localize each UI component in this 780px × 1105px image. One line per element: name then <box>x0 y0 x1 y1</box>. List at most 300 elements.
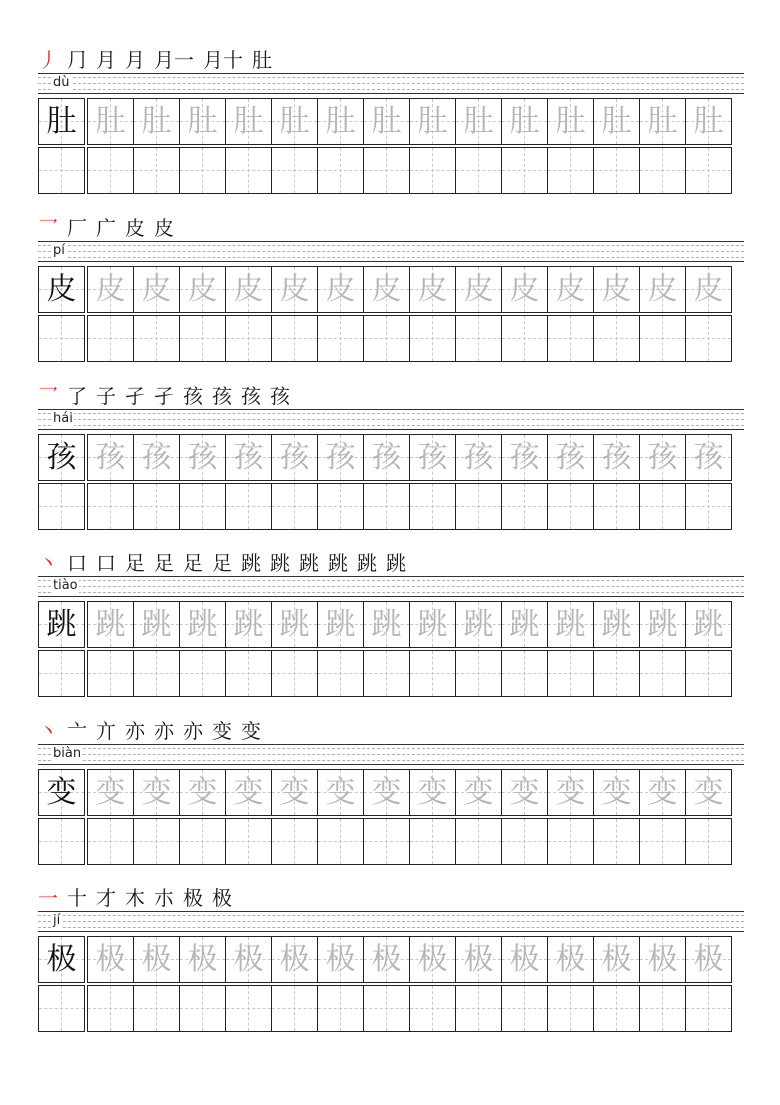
trace-character: 肚 <box>509 104 540 139</box>
blank-practice-grid <box>38 650 732 697</box>
tracing-cell[interactable] <box>179 98 226 145</box>
blank-cell[interactable] <box>271 315 318 362</box>
blank-cell[interactable] <box>639 483 686 530</box>
stroke-step: 亦 <box>125 719 145 743</box>
tracing-cell[interactable] <box>409 769 456 816</box>
trace-character: 极 <box>463 942 494 977</box>
blank-cell[interactable] <box>317 985 364 1032</box>
blank-cell[interactable] <box>317 650 364 697</box>
blank-practice-grid <box>38 818 732 865</box>
trace-character: 孩 <box>279 440 310 475</box>
tracing-cell[interactable] <box>271 936 318 983</box>
stroke-step: 肚 <box>252 48 272 72</box>
blank-cell[interactable] <box>501 483 548 530</box>
tracing-cell[interactable] <box>501 98 548 145</box>
trace-character: 肚 <box>325 104 356 139</box>
tracing-cell[interactable] <box>547 601 594 648</box>
tracing-cell[interactable] <box>87 601 134 648</box>
model-character: 肚 <box>46 104 77 139</box>
stroke-step: 孩 <box>183 384 203 408</box>
blank-cell[interactable] <box>133 483 180 530</box>
trace-character: 肚 <box>141 104 172 139</box>
blank-cell[interactable] <box>87 650 134 697</box>
stroke-step: 广 <box>96 216 116 240</box>
tracing-cell[interactable] <box>363 936 410 983</box>
tracing-cell[interactable] <box>317 266 364 313</box>
blank-cell[interactable] <box>501 147 548 194</box>
blank-cell[interactable] <box>593 650 640 697</box>
stroke-step: 跳 <box>357 551 377 575</box>
guide-line <box>38 77 744 78</box>
stroke-step: 跳 <box>270 551 290 575</box>
tracing-cell[interactable] <box>501 434 548 481</box>
blank-cell[interactable] <box>685 315 732 362</box>
tracing-cell[interactable] <box>225 98 272 145</box>
tracing-cell[interactable] <box>87 98 134 145</box>
guide-line <box>38 251 744 252</box>
tracing-cell[interactable] <box>133 434 180 481</box>
trace-character: 肚 <box>601 104 632 139</box>
blank-cell[interactable] <box>639 315 686 362</box>
blank-cell[interactable] <box>593 818 640 865</box>
tracing-cell[interactable] <box>639 266 686 313</box>
tracing-cell[interactable] <box>87 434 134 481</box>
blank-cell[interactable] <box>38 483 85 530</box>
stroke-step: 孩 <box>241 384 261 408</box>
blank-cell[interactable] <box>455 985 502 1032</box>
trace-character: 肚 <box>693 104 724 139</box>
model-character-cell <box>38 434 85 481</box>
model-character: 皮 <box>46 272 77 307</box>
trace-character: 极 <box>601 942 632 977</box>
blank-cell[interactable] <box>87 315 134 362</box>
guide-line <box>38 744 744 745</box>
tracing-cell[interactable] <box>639 434 686 481</box>
stroke-step: 子 <box>96 384 116 408</box>
tracing-cell[interactable] <box>685 769 732 816</box>
blank-cell[interactable] <box>225 818 272 865</box>
tracing-cell[interactable] <box>593 98 640 145</box>
tracing-cell[interactable] <box>409 266 456 313</box>
blank-cell[interactable] <box>639 650 686 697</box>
trace-character: 皮 <box>417 272 448 307</box>
stroke-step: 孑 <box>125 384 145 408</box>
tracing-cell[interactable] <box>455 769 502 816</box>
tracing-cell[interactable] <box>501 266 548 313</box>
trace-character: 肚 <box>417 104 448 139</box>
stroke-step: 口 <box>67 551 87 575</box>
guide-line <box>38 760 744 761</box>
tracing-cell[interactable] <box>317 434 364 481</box>
blank-cell[interactable] <box>87 147 134 194</box>
pinyin-label: hái <box>53 411 73 426</box>
tracing-cell[interactable] <box>179 266 226 313</box>
trace-character: 皮 <box>371 272 402 307</box>
tracing-cell[interactable] <box>133 98 180 145</box>
trace-character: 变 <box>325 775 356 810</box>
guide-line <box>38 93 744 94</box>
blank-cell[interactable] <box>87 985 134 1032</box>
tracing-cell[interactable] <box>133 601 180 648</box>
stroke-step: 才 <box>96 886 116 910</box>
stroke-order-row <box>38 206 183 240</box>
blank-cell[interactable] <box>685 650 732 697</box>
trace-character: 变 <box>509 775 540 810</box>
guide-line <box>38 73 744 74</box>
stroke-step: 极 <box>183 886 203 910</box>
tracing-cell[interactable] <box>271 601 318 648</box>
tracing-cell[interactable] <box>87 936 134 983</box>
stroke-step: 足 <box>183 551 203 575</box>
tracing-cell[interactable] <box>363 266 410 313</box>
blank-cell[interactable] <box>547 818 594 865</box>
blank-cell[interactable] <box>455 650 502 697</box>
blank-cell[interactable] <box>317 483 364 530</box>
model-character-cell <box>38 601 85 648</box>
tracing-cell[interactable] <box>593 266 640 313</box>
blank-cell[interactable] <box>225 147 272 194</box>
guide-line <box>38 748 744 749</box>
tracing-cell[interactable] <box>409 434 456 481</box>
trace-character: 变 <box>233 775 264 810</box>
trace-character: 肚 <box>187 104 218 139</box>
stroke-step: 乛 <box>38 384 58 408</box>
model-character-cell <box>38 936 85 983</box>
tracing-cell[interactable] <box>685 936 732 983</box>
stroke-step: ⺆ <box>67 48 87 72</box>
tracing-cell[interactable] <box>593 434 640 481</box>
blank-cell[interactable] <box>685 147 732 194</box>
pinyin-guide-lines <box>38 744 744 764</box>
tracing-cell[interactable] <box>179 936 226 983</box>
blank-cell[interactable] <box>547 147 594 194</box>
pinyin-guide-lines <box>38 409 744 429</box>
trace-character: 皮 <box>601 272 632 307</box>
blank-cell[interactable] <box>455 315 502 362</box>
blank-cell[interactable] <box>179 818 226 865</box>
tracing-cell[interactable] <box>639 601 686 648</box>
blank-cell[interactable] <box>685 818 732 865</box>
blank-cell[interactable] <box>225 985 272 1032</box>
tracing-cell[interactable] <box>317 601 364 648</box>
tracing-cell[interactable] <box>363 601 410 648</box>
stroke-step: 口 <box>96 551 116 575</box>
trace-character: 皮 <box>647 272 678 307</box>
trace-character: 极 <box>555 942 586 977</box>
blank-cell[interactable] <box>271 147 318 194</box>
trace-character: 变 <box>463 775 494 810</box>
trace-character: 跳 <box>233 607 264 642</box>
blank-cell[interactable] <box>363 315 410 362</box>
pinyin-label: tiào <box>53 578 78 593</box>
blank-cell[interactable] <box>225 650 272 697</box>
blank-cell[interactable] <box>547 315 594 362</box>
tracing-cell[interactable] <box>317 769 364 816</box>
trace-character: 跳 <box>417 607 448 642</box>
blank-cell[interactable] <box>271 483 318 530</box>
tracing-cell[interactable] <box>317 98 364 145</box>
trace-character: 变 <box>371 775 402 810</box>
tracing-cell[interactable] <box>133 266 180 313</box>
trace-character: 跳 <box>279 607 310 642</box>
stroke-order-row <box>38 38 281 72</box>
tracing-cell[interactable] <box>639 769 686 816</box>
guide-line <box>38 596 744 597</box>
blank-cell[interactable] <box>271 985 318 1032</box>
blank-cell[interactable] <box>317 147 364 194</box>
stroke-step: 皮 <box>125 216 145 240</box>
blank-cell[interactable] <box>409 818 456 865</box>
tracing-cell[interactable] <box>271 434 318 481</box>
blank-cell[interactable] <box>133 650 180 697</box>
trace-character: 孩 <box>187 440 218 475</box>
trace-character: 孩 <box>233 440 264 475</box>
tracing-cell[interactable] <box>317 936 364 983</box>
trace-character: 肚 <box>371 104 402 139</box>
blank-cell[interactable] <box>133 147 180 194</box>
trace-character: 皮 <box>509 272 540 307</box>
stroke-step: 丶 <box>38 551 58 575</box>
stroke-step: 足 <box>154 551 174 575</box>
blank-cell[interactable] <box>455 818 502 865</box>
pinyin-guide-lines <box>38 241 744 261</box>
stroke-step: 朩 <box>154 886 174 910</box>
blank-cell[interactable] <box>593 315 640 362</box>
tracing-cell[interactable] <box>593 601 640 648</box>
blank-cell[interactable] <box>38 985 85 1032</box>
blank-cell[interactable] <box>685 985 732 1032</box>
trace-character: 孩 <box>601 440 632 475</box>
blank-cell[interactable] <box>639 985 686 1032</box>
pinyin-label: biàn <box>53 746 82 761</box>
blank-practice-grid <box>38 483 732 530</box>
blank-cell[interactable] <box>501 818 548 865</box>
tracing-cell[interactable] <box>685 434 732 481</box>
trace-character: 孩 <box>417 440 448 475</box>
blank-cell[interactable] <box>501 315 548 362</box>
tracing-cell[interactable] <box>547 266 594 313</box>
trace-character: 孩 <box>95 440 126 475</box>
stroke-order-row <box>38 541 415 575</box>
tracing-cell[interactable] <box>225 936 272 983</box>
guide-line <box>38 409 744 410</box>
blank-cell[interactable] <box>501 650 548 697</box>
guide-line <box>38 429 744 430</box>
trace-character: 肚 <box>647 104 678 139</box>
blank-cell[interactable] <box>455 483 502 530</box>
blank-cell[interactable] <box>87 818 134 865</box>
model-character-cell <box>38 266 85 313</box>
blank-practice-grid <box>38 147 732 194</box>
blank-cell[interactable] <box>133 315 180 362</box>
stroke-step: 乛 <box>38 216 58 240</box>
blank-cell[interactable] <box>363 147 410 194</box>
trace-character: 极 <box>417 942 448 977</box>
guide-line <box>38 915 744 916</box>
tracing-cell[interactable] <box>501 936 548 983</box>
trace-character: 孩 <box>325 440 356 475</box>
blank-cell[interactable] <box>409 650 456 697</box>
blank-cell[interactable] <box>317 315 364 362</box>
tracing-cell[interactable] <box>87 769 134 816</box>
blank-cell[interactable] <box>317 818 364 865</box>
tracing-cell[interactable] <box>685 98 732 145</box>
tracing-cell[interactable] <box>87 266 134 313</box>
tracing-cell[interactable] <box>179 434 226 481</box>
model-character: 孩 <box>46 440 77 475</box>
blank-cell[interactable] <box>409 315 456 362</box>
guide-line <box>38 419 744 420</box>
tracing-cell[interactable] <box>455 601 502 648</box>
blank-cell[interactable] <box>409 483 456 530</box>
blank-cell[interactable] <box>593 483 640 530</box>
tracing-cell[interactable] <box>455 434 502 481</box>
stroke-step: 跳 <box>241 551 261 575</box>
guide-line <box>38 931 744 932</box>
blank-cell[interactable] <box>87 483 134 530</box>
stroke-step: 了 <box>67 384 87 408</box>
model-character-cell <box>38 769 85 816</box>
guide-line <box>38 413 744 414</box>
blank-cell[interactable] <box>133 818 180 865</box>
tracing-cell[interactable] <box>547 936 594 983</box>
blank-cell[interactable] <box>409 985 456 1032</box>
trace-character: 极 <box>233 942 264 977</box>
blank-cell[interactable] <box>593 985 640 1032</box>
trace-character: 跳 <box>371 607 402 642</box>
tracing-cell[interactable] <box>685 601 732 648</box>
tracing-cell[interactable] <box>501 601 548 648</box>
blank-cell[interactable] <box>639 147 686 194</box>
trace-character: 孩 <box>693 440 724 475</box>
blank-cell[interactable] <box>363 483 410 530</box>
trace-character: 变 <box>693 775 724 810</box>
blank-cell[interactable] <box>225 483 272 530</box>
blank-cell[interactable] <box>363 650 410 697</box>
trace-character: 变 <box>141 775 172 810</box>
trace-character: 极 <box>647 942 678 977</box>
tracing-cell[interactable] <box>363 434 410 481</box>
blank-cell[interactable] <box>685 483 732 530</box>
guide-line <box>38 592 744 593</box>
tracing-cell[interactable] <box>639 936 686 983</box>
trace-character: 变 <box>417 775 448 810</box>
blank-cell[interactable] <box>271 650 318 697</box>
blank-cell[interactable] <box>179 315 226 362</box>
blank-cell[interactable] <box>179 483 226 530</box>
model-character: 极 <box>46 942 77 977</box>
tracing-cell[interactable] <box>271 98 318 145</box>
blank-cell[interactable] <box>179 985 226 1032</box>
blank-practice-grid <box>38 985 732 1032</box>
tracing-cell[interactable] <box>547 434 594 481</box>
stroke-step: 十 <box>67 886 87 910</box>
tracing-cell[interactable] <box>409 98 456 145</box>
stroke-step: 月 <box>96 48 116 72</box>
blank-cell[interactable] <box>501 985 548 1032</box>
blank-cell[interactable] <box>179 147 226 194</box>
blank-cell[interactable] <box>133 985 180 1032</box>
blank-cell[interactable] <box>225 315 272 362</box>
trace-character: 肚 <box>555 104 586 139</box>
tracing-cell[interactable] <box>455 936 502 983</box>
tracing-cell[interactable] <box>547 98 594 145</box>
trace-character: 变 <box>95 775 126 810</box>
tracing-cell[interactable] <box>639 98 686 145</box>
blank-cell[interactable] <box>179 650 226 697</box>
tracing-cell[interactable] <box>225 266 272 313</box>
trace-character: 极 <box>371 942 402 977</box>
tracing-cell[interactable] <box>225 601 272 648</box>
stroke-step: 月一 <box>154 48 194 72</box>
blank-cell[interactable] <box>593 147 640 194</box>
stroke-step: 跳 <box>299 551 319 575</box>
tracing-cell[interactable] <box>225 769 272 816</box>
guide-line <box>38 261 744 262</box>
blank-cell[interactable] <box>38 315 85 362</box>
blank-cell[interactable] <box>38 818 85 865</box>
tracing-cell[interactable] <box>685 266 732 313</box>
stroke-step: 厂 <box>67 216 87 240</box>
trace-character: 肚 <box>279 104 310 139</box>
blank-cell[interactable] <box>409 147 456 194</box>
stroke-step: 皮 <box>154 216 174 240</box>
stroke-step: 跳 <box>328 551 348 575</box>
blank-cell[interactable] <box>38 650 85 697</box>
blank-cell[interactable] <box>363 818 410 865</box>
tracing-cell[interactable] <box>501 769 548 816</box>
trace-character: 跳 <box>325 607 356 642</box>
blank-cell[interactable] <box>639 818 686 865</box>
tracing-grid <box>38 98 732 145</box>
tracing-cell[interactable] <box>271 769 318 816</box>
tracing-cell[interactable] <box>133 936 180 983</box>
trace-character: 变 <box>555 775 586 810</box>
tracing-cell[interactable] <box>455 266 502 313</box>
trace-character: 变 <box>187 775 218 810</box>
tracing-cell[interactable] <box>409 936 456 983</box>
tracing-cell[interactable] <box>133 769 180 816</box>
guide-line <box>38 580 744 581</box>
tracing-grid <box>38 434 732 481</box>
tracing-cell[interactable] <box>363 98 410 145</box>
model-character: 变 <box>46 775 77 810</box>
stroke-step: 变 <box>241 719 261 743</box>
trace-character: 皮 <box>693 272 724 307</box>
guide-line <box>38 83 744 84</box>
tracing-cell[interactable] <box>225 434 272 481</box>
blank-cell[interactable] <box>547 483 594 530</box>
trace-character: 极 <box>325 942 356 977</box>
blank-cell[interactable] <box>271 818 318 865</box>
tracing-cell[interactable] <box>593 936 640 983</box>
tracing-cell[interactable] <box>593 769 640 816</box>
stroke-step: 极 <box>212 886 232 910</box>
tracing-cell[interactable] <box>179 769 226 816</box>
tracing-cell[interactable] <box>409 601 456 648</box>
tracing-cell[interactable] <box>547 769 594 816</box>
tracing-cell[interactable] <box>363 769 410 816</box>
blank-cell[interactable] <box>547 650 594 697</box>
tracing-cell[interactable] <box>455 98 502 145</box>
tracing-cell[interactable] <box>179 601 226 648</box>
blank-cell[interactable] <box>455 147 502 194</box>
tracing-cell[interactable] <box>271 266 318 313</box>
stroke-order-row <box>38 374 299 408</box>
blank-cell[interactable] <box>363 985 410 1032</box>
blank-cell[interactable] <box>547 985 594 1032</box>
blank-cell[interactable] <box>38 147 85 194</box>
